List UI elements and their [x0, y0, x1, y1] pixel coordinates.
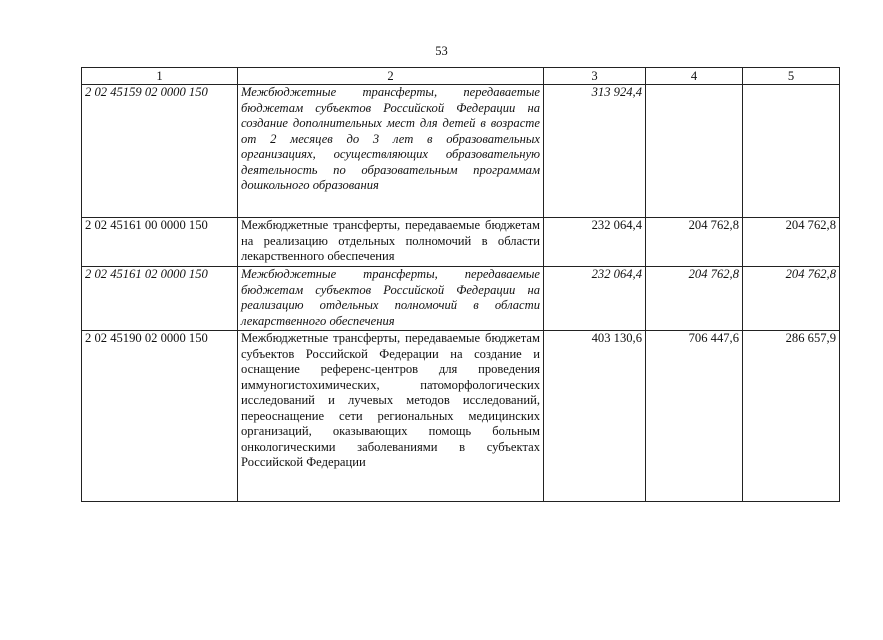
- amount-col-3: 232 064,4: [544, 218, 646, 267]
- amount-col-3: 313 924,4: [544, 85, 646, 218]
- header-col-5: 5: [743, 68, 840, 85]
- row-description: Межбюджетные трансферты, передаваемые бюджетам на реализацию отдельных полномочий в области лекарственного обеспечения: [238, 218, 544, 267]
- budget-code: 2 02 45161 02 0000 150: [82, 267, 238, 331]
- amount-col-4: 204 762,8: [646, 267, 743, 331]
- table-row: [82, 331, 840, 502]
- header-col-3: 3: [544, 68, 646, 85]
- table-row: [82, 85, 840, 218]
- budget-code: 2 02 45159 02 0000 150: [82, 85, 238, 218]
- row-description: Межбюджетные трансферты, передаваеmые бюджетам субъектов Российской Федерации на создание дополнительных мест для детей в возрасте от 2 месяцев до 3 лет в образовательных организациях, осуществляющих образовательную деятельность по образовательным программам дошкольного образования: [238, 85, 544, 218]
- header-col-1: 1: [82, 68, 238, 85]
- header-col-2: 2: [238, 68, 544, 85]
- amount-col-3: 232 064,4: [544, 267, 646, 331]
- amount-col-4: [646, 85, 743, 218]
- budget-table: [81, 67, 840, 502]
- table-row: [82, 218, 840, 267]
- budget-code: 2 02 45190 02 0000 150: [82, 331, 238, 502]
- header-col-4: 4: [646, 68, 743, 85]
- budget-code: 2 02 45161 00 0000 150: [82, 218, 238, 267]
- page-number: 53: [435, 44, 448, 58]
- header-row: [82, 68, 840, 85]
- amount-col-5: 286 657,9: [743, 331, 840, 502]
- amount-col-5: [743, 85, 840, 218]
- amount-col-4: 706 447,6: [646, 331, 743, 502]
- row-description: Межбюджетные трансферты, передаваемые бюджетам субъектов Российской Федерации на создание и оснащение референс-центров для проведения иммуногистохимических, патоморфологических исследований и лучевых методов исследований, переоснащение сети региональных медицинских организаций, оказывающих помощь больным онкологическими заболеваниями в субъектах Российской Федерации: [238, 331, 544, 502]
- amount-col-3: 403 130,6: [544, 331, 646, 502]
- amount-col-5: 204 762,8: [743, 267, 840, 331]
- table-row: [82, 267, 840, 331]
- amount-col-4: 204 762,8: [646, 218, 743, 267]
- row-description: Межбюджетные трансферты, передаваемые бюджетам субъектов Российской Федерации на реализацию отдельных полномочий в области лекарственного обеспечения: [238, 267, 544, 331]
- amount-col-5: 204 762,8: [743, 218, 840, 267]
